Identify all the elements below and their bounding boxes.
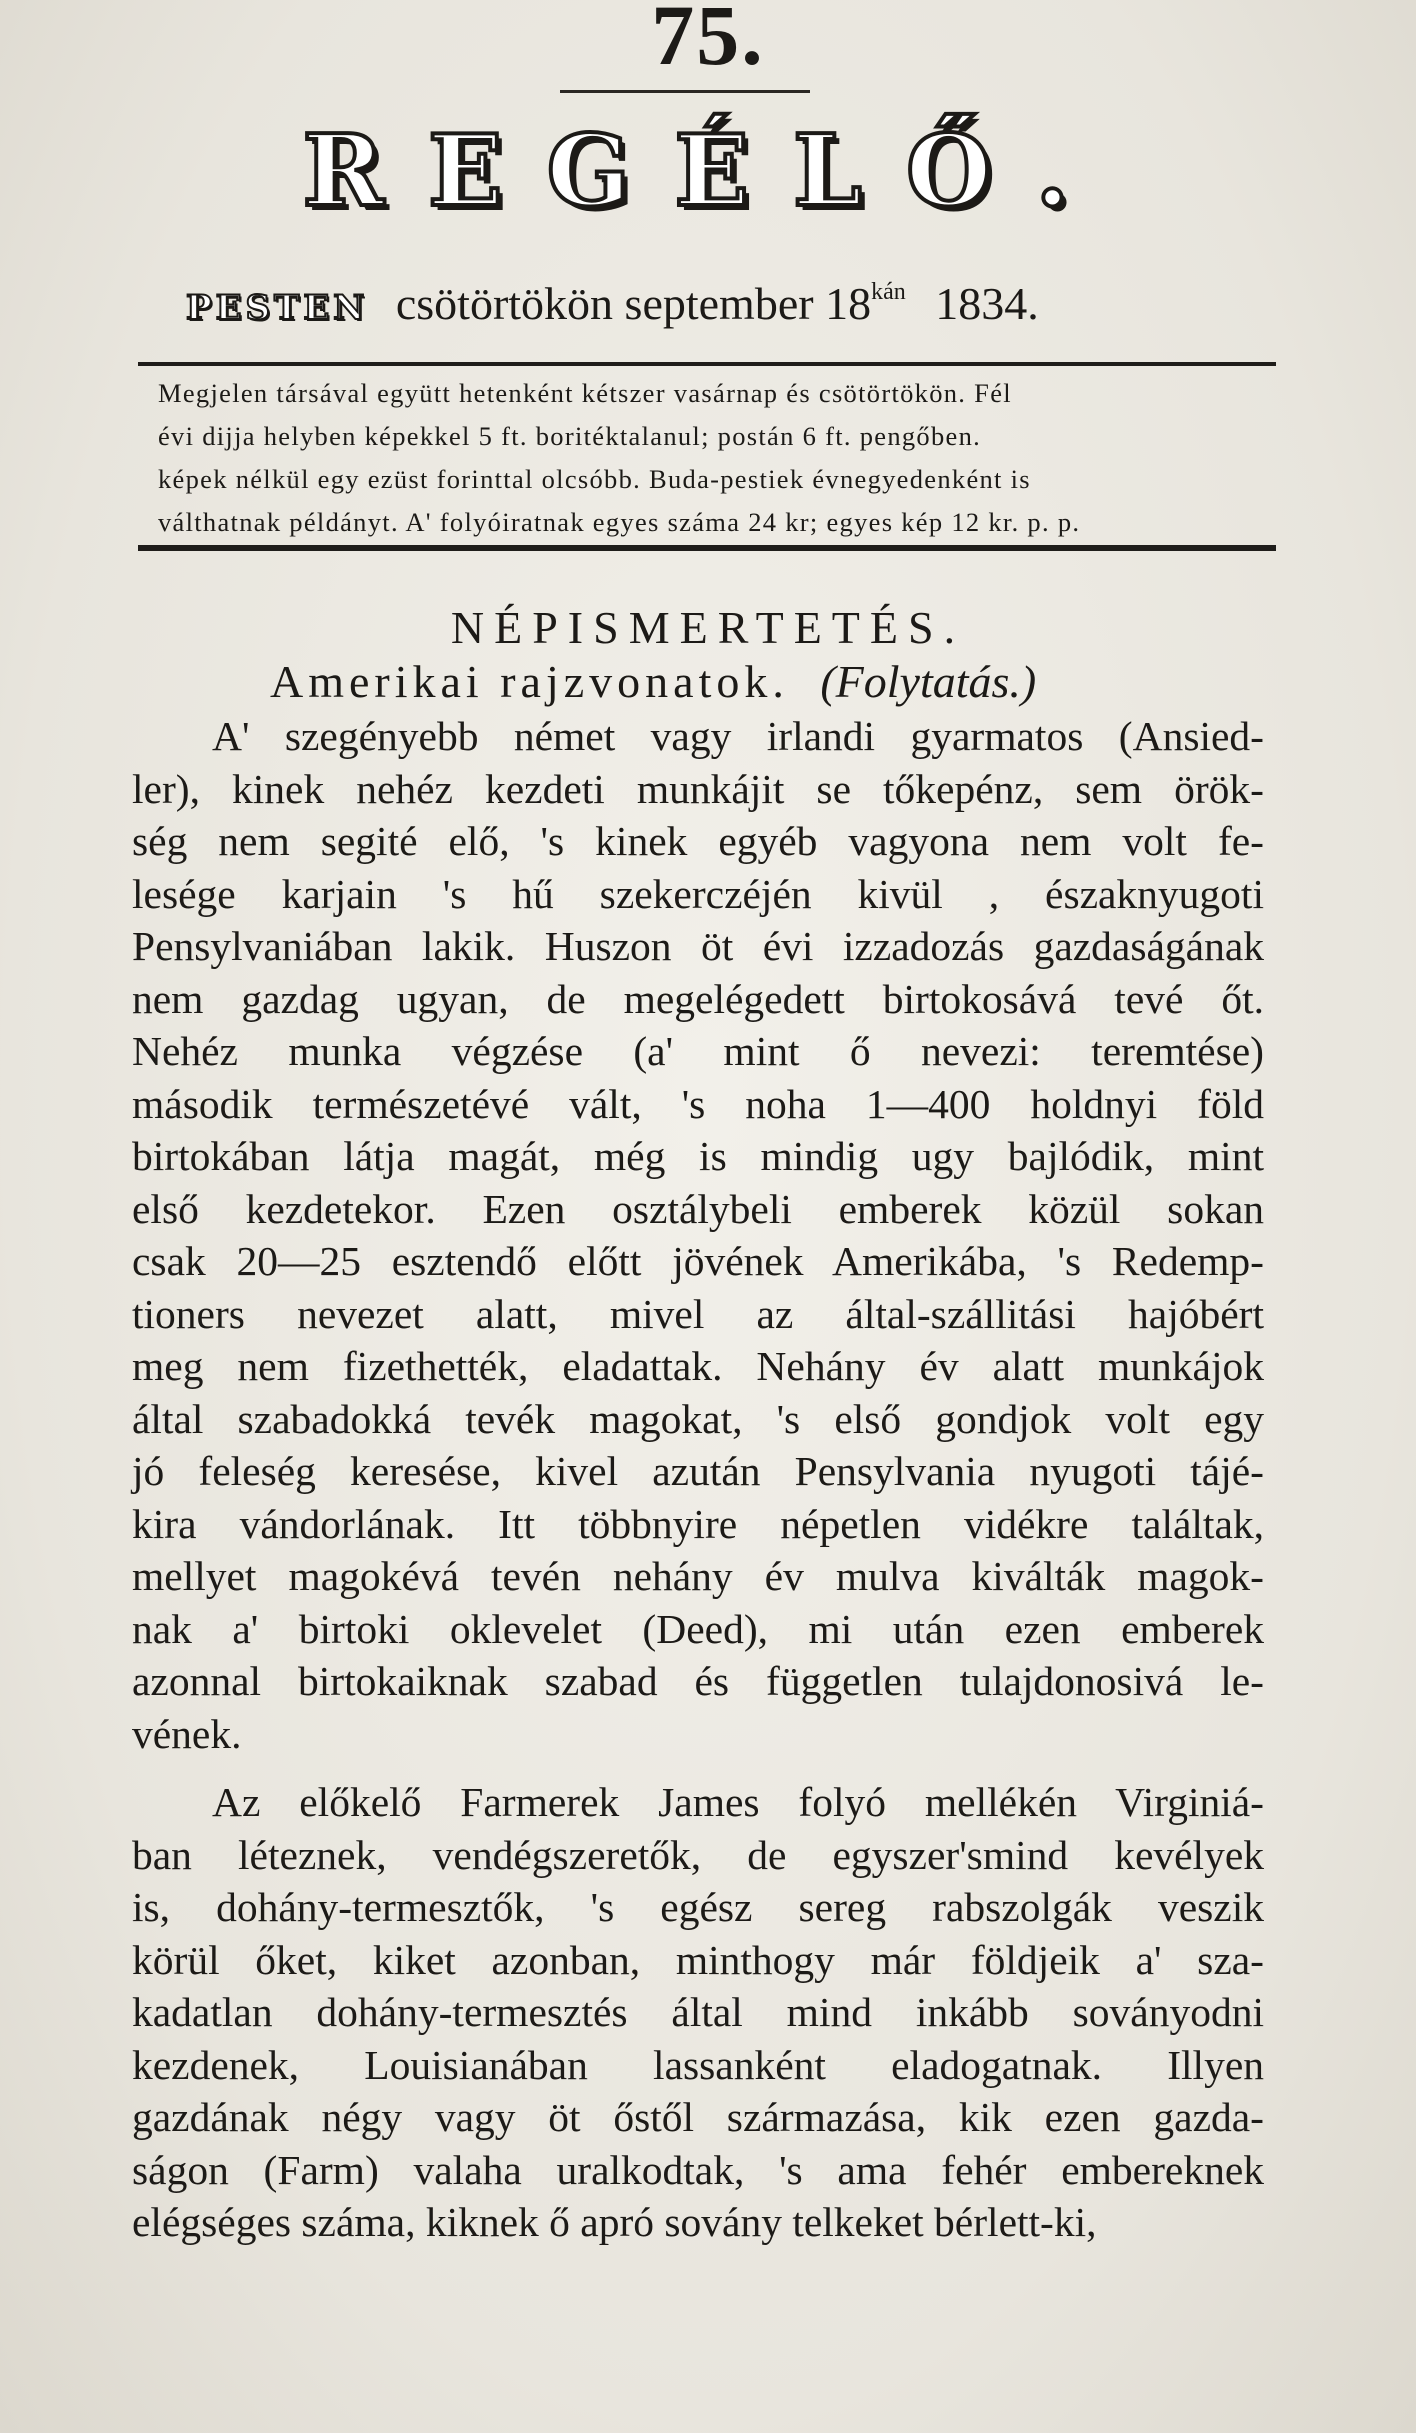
- article-line: nak a' birtoki oklevelet (Deed), mi után ezen emberek: [132, 1605, 1264, 1652]
- article-continuation: (Folytatás.): [820, 656, 1037, 707]
- subscription-line: Megjelen társával együtt hetenként kétszer vasárnap és csötörtökön. Fél: [158, 378, 1012, 408]
- article-line: Nehéz munka végzése (a' mint ő nevezi: teremtése): [132, 1028, 1264, 1074]
- article-line: kezdenek, Louisianában lassanként eladogatnak. Illyen: [132, 2041, 1264, 2088]
- article-line: kadatlan dohány-termesztés által mind inkább soványodni: [132, 1989, 1264, 2035]
- article-line: is, dohány-termesztők, 's egész sereg rabszolgák veszik: [132, 1884, 1264, 1930]
- article-line: jó feleség keresése, kivel azután Pensylvania nyugoti tájé-: [132, 1448, 1264, 1494]
- dateline-date: csötörtökön september 18: [395, 278, 872, 329]
- article-line: körül őket, kiket azonban, minthogy már földjeik a' sza-: [132, 1936, 1264, 1983]
- article-line: gazdának négy vagy öt őstől származása, kik ezen gazda-: [132, 2094, 1264, 2140]
- dateline-year: 1834.: [935, 278, 1039, 329]
- article-line: által szabadokká tevék magokat, 's első gondjok volt egy: [132, 1395, 1264, 1442]
- article-line: A' szegényebb német vagy irlandi gyarmatos (Ansied-: [212, 713, 1264, 759]
- article-line: lesége karjain 's hű szekerczéjén kivül , északnyugoti: [132, 870, 1264, 917]
- dateline-date-suffix: kán: [871, 279, 906, 305]
- article-line: ség nem segité elő, 's kinek egyéb vagyona nem volt fe-: [132, 818, 1264, 864]
- dateline: [186, 262, 1039, 338]
- article-line: elégséges száma, kiknek ő apró sovány telkeket bérlett-ki,: [132, 2199, 1097, 2245]
- dateline-city: PESTEN: [186, 288, 369, 328]
- header-rule-top: [138, 362, 1276, 366]
- article-line: csak 20—25 esztendő előtt jövének Amerikába, 's Redemp-: [132, 1238, 1264, 1284]
- article-line: azonnal birtokaiknak szabad és független tulajdonosivá le-: [132, 1658, 1264, 1704]
- subscription-line: válthatnak példányt. A' folyóiratnak egyes száma 24 kr; egyes kép 12 kr. p. p.: [158, 507, 1081, 537]
- article-title: Amerikai rajzvonatok.: [270, 656, 789, 707]
- article-line: tioners nevezet alatt, mivel az által-szállitási hajóbért: [132, 1290, 1264, 1337]
- article-line: Pensylvaniában lakik. Huszon öt évi izzadozás gazdaságának: [132, 923, 1264, 969]
- article-line: vének.: [132, 1710, 242, 1757]
- issue-underline: [560, 90, 810, 93]
- article-line: második természetévé vált, 's noha 1—400 holdnyi föld: [132, 1080, 1264, 1127]
- header-rule-bottom: [138, 545, 1276, 551]
- article-body: [132, 710, 1264, 2249]
- article-title-line: [270, 652, 1036, 712]
- article-line: birtokában látja magát, még is mindig ugy bajlódik, mint: [132, 1133, 1264, 1179]
- article-line: első kezdetekor. Ezen osztálybeli emberek közül sokan: [132, 1185, 1264, 1232]
- masthead-title: REGÉLŐ.: [302, 114, 1114, 229]
- article-line: kira vándorlának. Itt többnyire népetlen vidékre találtak,: [132, 1500, 1264, 1547]
- article-line: ságon (Farm) valaha uralkodtak, 's ama fehér embereknek: [132, 2146, 1264, 2193]
- section-title: NÉPISMERTETÉS.: [450, 602, 966, 653]
- subscription-line: képek nélkül egy ezüst forinttal olcsóbb. Buda-pestiek évnegyedenként is: [158, 464, 1031, 494]
- article-line: Az előkelő Farmerek James folyó mellékén Virginiá-: [212, 1779, 1264, 1825]
- subscription-notice: [158, 372, 1268, 544]
- article-line: ban léteznek, vendégszeretők, de egyszer'smind kevélyek: [132, 1831, 1264, 1878]
- subscription-line: évi dijja helyben képekkel 5 ft. boritéktalanul; postán 6 ft. pengőben.: [158, 421, 982, 451]
- article-line: ler), kinek nehéz kezdeti munkájit se tőkepénz, sem örök-: [132, 765, 1264, 812]
- article-line: meg nem fizethették, eladattak. Nehány év alatt munkájok: [132, 1343, 1264, 1389]
- article-line: nem gazdag ugyan, de megelégedett birtokosává tevé őt.: [132, 975, 1264, 1022]
- issue-number: 75.: [651, 0, 765, 83]
- article-line: mellyet magokévá tevén nehány év mulva kiválták magok-: [132, 1553, 1264, 1599]
